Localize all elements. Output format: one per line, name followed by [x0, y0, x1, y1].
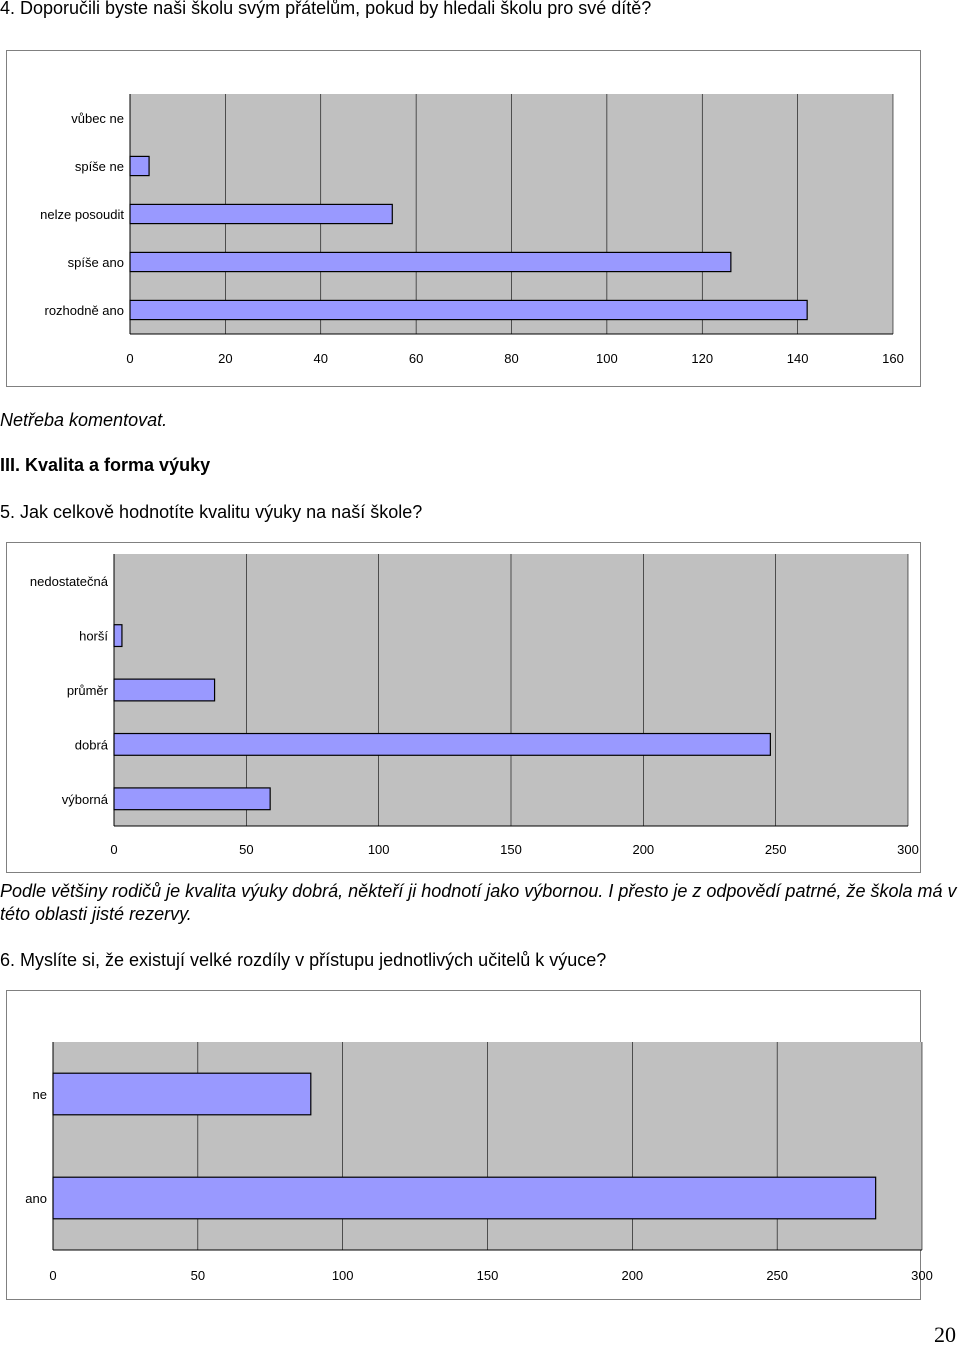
chart-q4-svg — [6, 50, 921, 387]
tick-label: 200 — [632, 842, 655, 857]
chart-q4 — [6, 50, 921, 387]
bar — [53, 1177, 876, 1219]
tick-label: 0 — [49, 1268, 57, 1283]
category-label: spíše ano — [67, 255, 124, 270]
q5-comment: Podle většiny rodičů je kvalita výuky dobrá, někteří ji hodnotí jako výbornou. I přesto je z odpovědí patrné, že škola má v této oblasti jisté rezervy. — [0, 881, 957, 924]
category-label: rozhodně ano — [44, 303, 124, 318]
chart-q5 — [6, 542, 921, 873]
bar — [130, 204, 392, 223]
tick-label: 100 — [596, 351, 618, 366]
tick-label: 140 — [786, 351, 809, 366]
category-label: ano — [25, 1191, 47, 1206]
tick-label: 150 — [476, 1268, 499, 1283]
tick-label: 120 — [691, 351, 714, 366]
chart-q5-svg — [6, 542, 921, 873]
tick-label: 80 — [504, 351, 519, 366]
category-label: spíše ne — [74, 159, 124, 174]
tick-label: 0 — [126, 351, 134, 366]
tick-label: 50 — [239, 842, 254, 857]
page-number: 20 — [934, 1322, 956, 1347]
question-4: 4. Doporučili byste naši školu svým přátelům, pokud by hledali školu pro své dítě? — [0, 0, 652, 18]
tick-label: 100 — [367, 842, 390, 857]
bar — [130, 300, 807, 319]
tick-label: 50 — [190, 1268, 206, 1283]
tick-label: 300 — [897, 842, 919, 857]
category-label: průměr — [66, 683, 108, 698]
chart-q6 — [6, 990, 933, 1300]
tick-label: 250 — [764, 842, 787, 857]
category-label: horší — [79, 628, 108, 644]
chart-q6-svg — [6, 990, 933, 1300]
category-label: nedostatečná — [29, 574, 108, 590]
tick-label: 300 — [911, 1268, 933, 1283]
q4-comment: Netřeba komentovat. — [0, 410, 168, 430]
bar — [53, 1073, 311, 1115]
category-label: dobrá — [74, 737, 108, 753]
category-label: nelze posoudit — [40, 207, 124, 222]
bar — [114, 734, 770, 756]
tick-label: 40 — [313, 351, 328, 366]
question-5: 5. Jak celkově hodnotíte kvalitu výuky na naší škole? — [0, 502, 423, 522]
bar — [114, 625, 122, 647]
bar — [114, 788, 270, 810]
category-label: ne — [32, 1087, 47, 1102]
category-label: výborná — [61, 791, 108, 807]
category-label: vůbec ne — [71, 111, 124, 126]
tick-label: 150 — [500, 842, 522, 857]
tick-label: 200 — [621, 1268, 644, 1283]
tick-label: 20 — [218, 351, 233, 366]
tick-label: 60 — [408, 351, 424, 366]
tick-label: 160 — [882, 351, 904, 366]
bar — [130, 156, 149, 175]
bar — [130, 252, 731, 271]
section-title: III. Kvalita a forma výuky — [0, 455, 211, 475]
tick-label: 0 — [110, 842, 118, 857]
bar — [114, 679, 215, 701]
question-6: 6. Myslíte si, že existují velké rozdíly v přístupu jednotlivých učitelů k výuce? — [0, 950, 607, 970]
tick-label: 250 — [766, 1268, 789, 1283]
tick-label: 100 — [331, 1268, 354, 1283]
